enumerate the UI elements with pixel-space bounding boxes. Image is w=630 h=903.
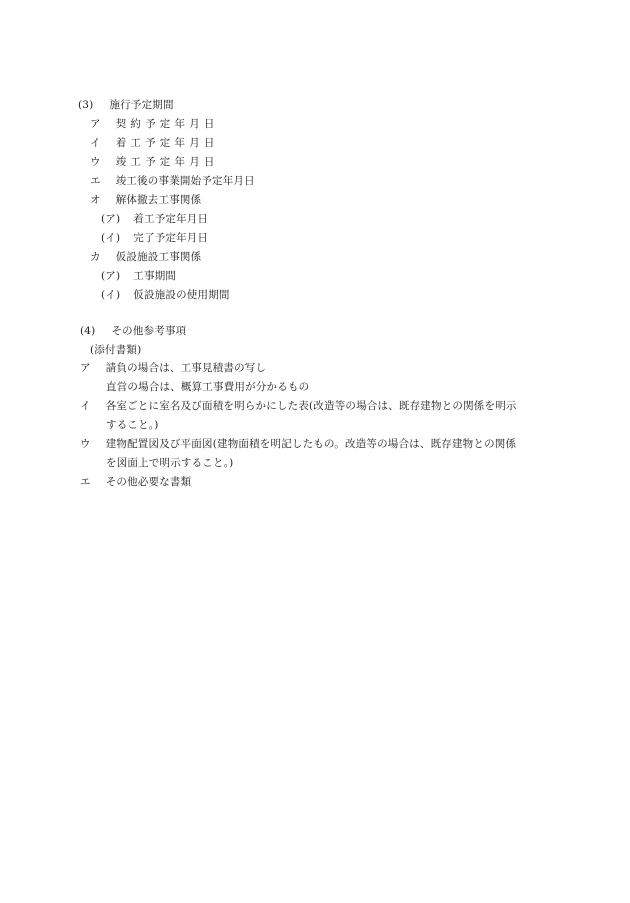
item-mark: エ	[90, 175, 101, 187]
section3-item-i	[90, 136, 219, 150]
item-text: その他必要な書類	[105, 476, 192, 488]
section3-title: 施行予定期間	[109, 99, 174, 111]
item-text: すること。)	[106, 419, 159, 431]
item-text: 竣工予定年月日	[115, 156, 219, 168]
item-text: 仮設施設工事関係	[115, 251, 202, 263]
item-mark: エ	[80, 476, 91, 488]
item-text: 直営の場合は、概算工事費用が分かるもの	[106, 381, 310, 393]
section3-subitem-a2	[101, 269, 176, 283]
section4-item-a	[80, 361, 266, 375]
item-text: 各室ごとに室名及び面積を明らかにした表(改造等の場合は、既存建物との関係を明示	[105, 400, 517, 412]
section4-number: (4)	[80, 325, 96, 337]
item-mark: ア	[80, 362, 91, 374]
section3-item-o	[90, 193, 201, 207]
section3-heading	[78, 98, 174, 112]
section3-subitem-i2	[101, 288, 230, 302]
section3-item-u	[90, 155, 219, 169]
section3-number: (3)	[78, 99, 94, 111]
section4-item-u-cont	[106, 456, 233, 470]
section4-item-u	[80, 437, 516, 451]
item-text: 請負の場合は、工事見積書の写し	[105, 362, 267, 374]
item-text: 着工予定年月日	[133, 213, 209, 225]
item-mark: (ア)	[101, 213, 121, 225]
item-text: 解体撤去工事関係	[115, 194, 202, 206]
item-mark: オ	[90, 194, 101, 206]
section4-title: その他参考事項	[111, 325, 187, 337]
item-text: を図面上で明示すること。)	[106, 457, 234, 469]
item-mark: (イ)	[101, 232, 121, 244]
section4-item-a-cont	[106, 380, 309, 394]
item-text: 着工予定年月日	[115, 137, 219, 149]
section4-heading	[80, 324, 186, 338]
section3-item-e	[90, 174, 255, 188]
item-text: 契約予定年月日	[115, 118, 219, 130]
item-mark: ウ	[80, 438, 91, 450]
item-text: 竣工後の事業開始予定年月日	[115, 175, 255, 187]
attachments-label: (添付書類)	[90, 344, 142, 356]
section3-subitem-a1	[101, 212, 208, 226]
section4-item-i	[80, 399, 517, 413]
item-text: 工事期間	[133, 270, 177, 282]
item-mark: (イ)	[101, 289, 121, 301]
item-mark: イ	[80, 400, 91, 412]
item-mark: (ア)	[101, 270, 121, 282]
section3-subitem-i1	[101, 231, 208, 245]
item-text: 完了予定年月日	[133, 232, 209, 244]
section4-item-i-cont	[106, 418, 159, 432]
item-text: 建物配置図及び平面図(建物面積を明記したもの。改造等の場合は、既存建物との関係	[105, 438, 517, 450]
section3-item-a	[90, 117, 219, 131]
item-mark: ウ	[90, 156, 101, 168]
item-text: 仮設施設の使用期間	[133, 289, 230, 301]
item-mark: カ	[90, 251, 101, 263]
item-mark: ア	[90, 118, 101, 130]
section3-item-ka	[90, 250, 201, 264]
section4-item-e	[80, 475, 191, 489]
item-mark: イ	[90, 137, 101, 149]
